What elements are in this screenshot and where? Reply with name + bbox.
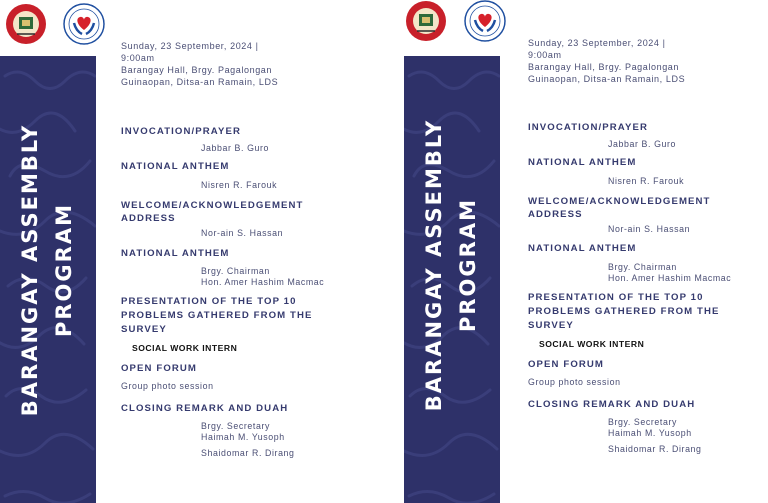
program-title-line1: BARANGAY ASSEMBLY bbox=[422, 118, 446, 412]
item-speaker: Nisren R. Farouk bbox=[201, 180, 278, 190]
item-heading: PROBLEMS GATHERED FROM THE bbox=[528, 306, 720, 317]
item-speaker: Brgy. Chairman bbox=[608, 262, 677, 272]
item-speaker: Jabbar B. Guro bbox=[201, 143, 270, 153]
item-heading: INVOCATION/PRAYER bbox=[121, 126, 241, 137]
title-strip bbox=[0, 56, 96, 503]
college-seal-logo bbox=[405, 0, 447, 42]
item-speaker: Brgy. Secretary bbox=[608, 417, 677, 427]
item-heading: ADDRESS bbox=[121, 213, 176, 224]
event-date: Sunday, 23 September, 2024 | bbox=[528, 38, 666, 48]
item-speaker: Group photo session bbox=[528, 377, 621, 387]
item-heading: CLOSING REMARK AND DUAH bbox=[528, 399, 696, 410]
item-heading: INVOCATION/PRAYER bbox=[528, 122, 648, 133]
item-speaker: Haimah M. Yusoph bbox=[608, 428, 692, 438]
event-date: Sunday, 23 September, 2024 | bbox=[121, 41, 259, 51]
item-speaker: Jabbar B. Guro bbox=[608, 139, 677, 149]
item-heading: PROBLEMS GATHERED FROM THE bbox=[121, 310, 313, 321]
item-heading: NATIONAL ANTHEM bbox=[121, 248, 230, 259]
event-time: 9:00am bbox=[121, 53, 155, 63]
item-heading: CLOSING REMARK AND DUAH bbox=[121, 403, 289, 414]
item-speaker: Hon. Amer Hashim Macmac bbox=[201, 277, 325, 287]
item-heading: WELCOME/ACKNOWLEDGEMENT bbox=[528, 196, 711, 207]
social-work-department-logo bbox=[63, 3, 105, 45]
item-speaker: Shaidomar R. Dirang bbox=[608, 444, 702, 454]
event-venue-line1: Barangay Hall, Brgy. Pagalongan bbox=[121, 65, 273, 75]
item-speaker: SOCIAL WORK INTERN bbox=[132, 343, 238, 353]
item-speaker: Haimah M. Yusoph bbox=[201, 432, 285, 442]
item-heading: OPEN FORUM bbox=[121, 363, 198, 374]
item-heading: PRESENTATION OF THE TOP 10 bbox=[121, 296, 297, 307]
program-title-line1: BARANGAY ASSEMBLY bbox=[18, 123, 42, 417]
program-title-line2: PROGRAM bbox=[52, 203, 76, 337]
program-title bbox=[13, 75, 81, 465]
social-work-department-logo bbox=[464, 0, 506, 42]
college-seal-logo bbox=[5, 3, 47, 45]
item-heading: ADDRESS bbox=[528, 209, 583, 220]
item-heading: SURVEY bbox=[121, 324, 167, 335]
item-heading: NATIONAL ANTHEM bbox=[121, 161, 230, 172]
item-heading: SURVEY bbox=[528, 320, 574, 331]
item-speaker: Brgy. Chairman bbox=[201, 266, 270, 276]
item-heading: NATIONAL ANTHEM bbox=[528, 243, 637, 254]
event-time: 9:00am bbox=[528, 50, 562, 60]
item-speaker: Nor-ain S. Hassan bbox=[201, 228, 284, 238]
item-speaker: Brgy. Secretary bbox=[201, 421, 270, 431]
item-speaker: SOCIAL WORK INTERN bbox=[539, 339, 645, 349]
program-title-line2: PROGRAM bbox=[456, 198, 480, 332]
item-heading: NATIONAL ANTHEM bbox=[528, 157, 637, 168]
item-heading: WELCOME/ACKNOWLEDGEMENT bbox=[121, 200, 304, 211]
program-content bbox=[121, 40, 361, 88]
program-panel-right bbox=[404, 0, 768, 503]
event-venue-line1: Barangay Hall, Brgy. Pagalongan bbox=[528, 62, 680, 72]
event-venue-line2: Guinaopan, Ditsa-an Ramain, LDS bbox=[121, 77, 279, 87]
program-content bbox=[528, 37, 768, 85]
item-speaker: Nor-ain S. Hassan bbox=[608, 224, 691, 234]
item-speaker: Group photo session bbox=[121, 381, 214, 391]
item-speaker: Hon. Amer Hashim Macmac bbox=[608, 273, 732, 283]
item-speaker: Nisren R. Farouk bbox=[608, 176, 685, 186]
program-title bbox=[417, 70, 485, 460]
item-heading: OPEN FORUM bbox=[528, 359, 605, 370]
item-speaker: Shaidomar R. Dirang bbox=[201, 448, 295, 458]
item-heading: PRESENTATION OF THE TOP 10 bbox=[528, 292, 704, 303]
title-strip bbox=[404, 56, 500, 503]
event-venue-line2: Guinaopan, Ditsa-an Ramain, LDS bbox=[528, 74, 686, 84]
